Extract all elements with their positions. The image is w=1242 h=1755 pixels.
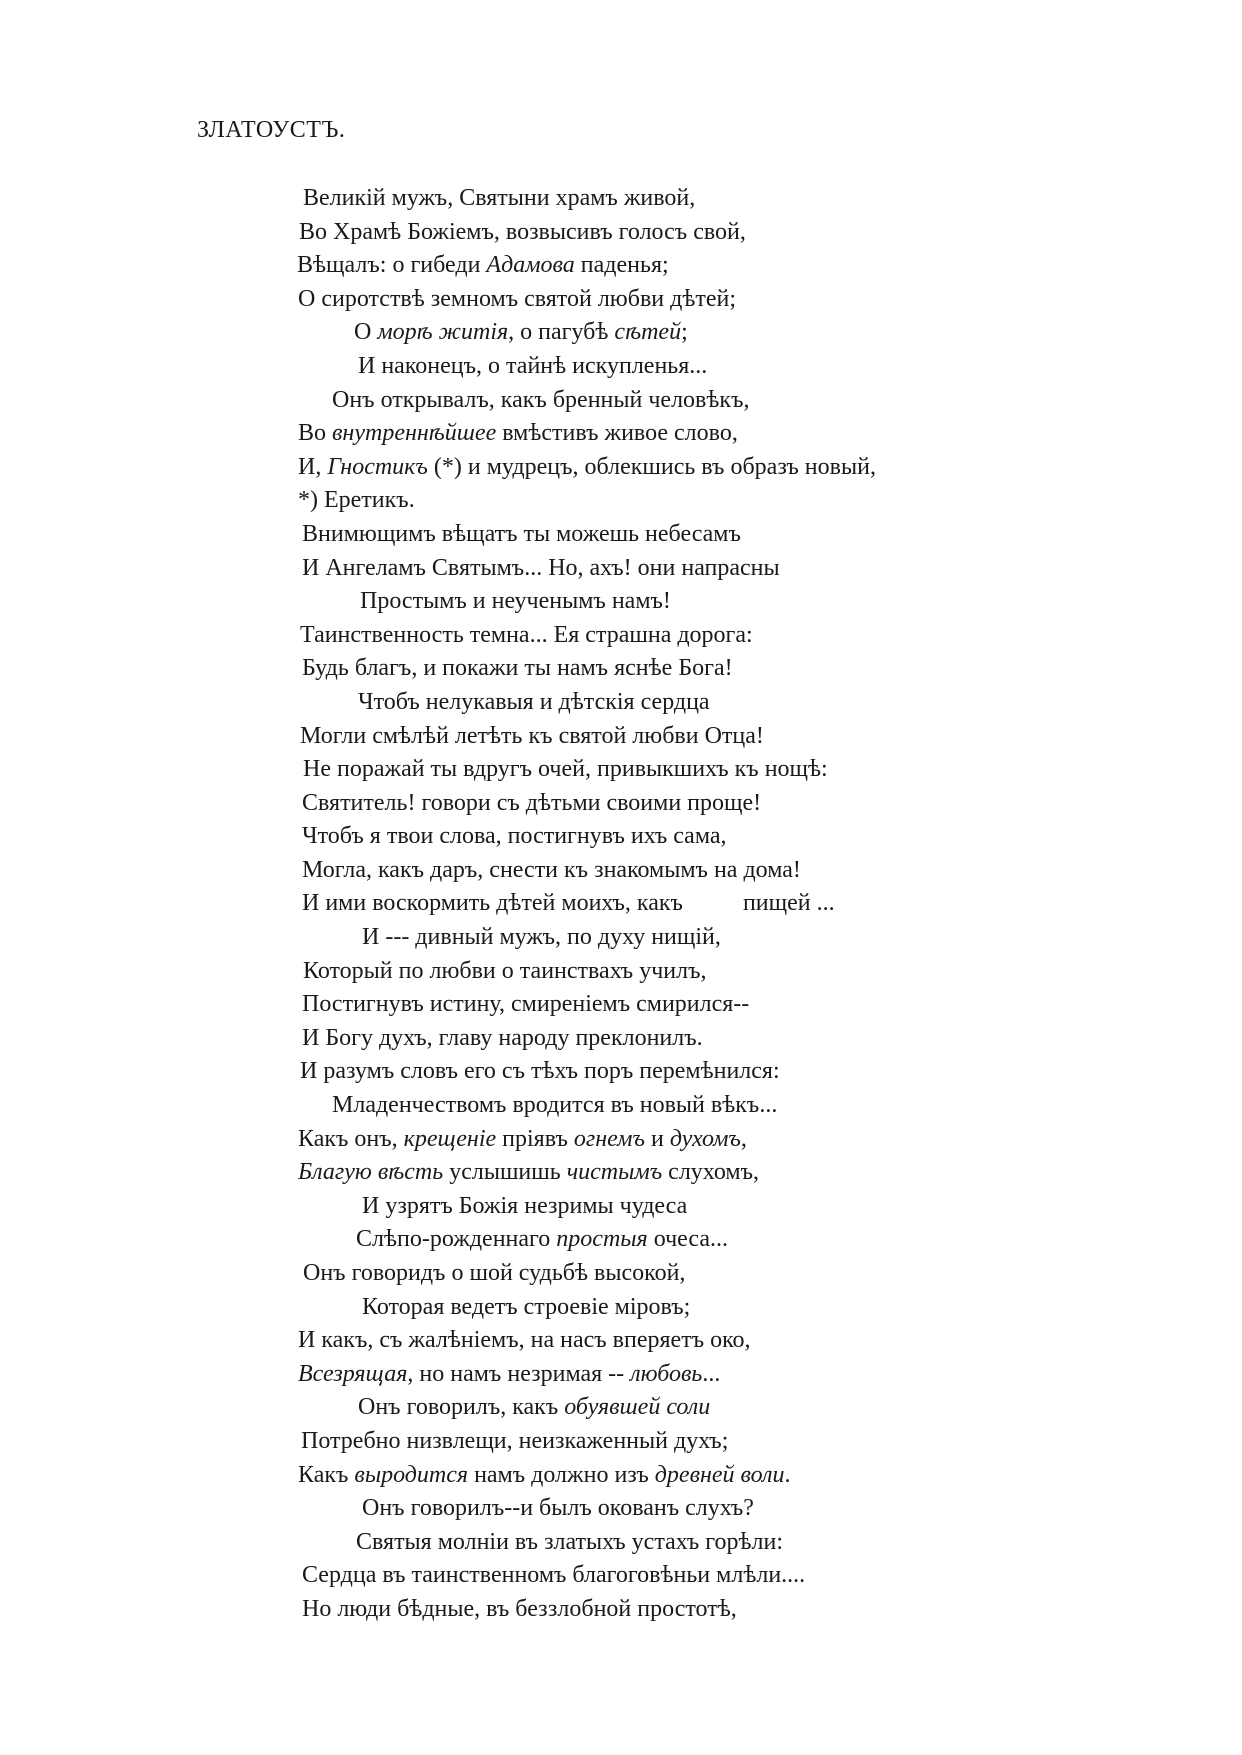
line-text: И разумъ словъ его съ тѣхъ поръ перемѣнился: [300, 1058, 780, 1085]
line-text: И ими воскормить дѣтей моихъ, какъ [302, 890, 683, 917]
line-text: Простымъ и неученымъ намъ! [360, 588, 671, 615]
line-text: Онъ говоридъ о шой судьбѣ высокой, [303, 1260, 686, 1286]
poem-line [0, 484, 1242, 518]
poem-line [0, 216, 1242, 250]
poem-line [0, 1559, 1242, 1593]
line-text: И, [298, 453, 328, 480]
line-text: Чтобъ я твои слова, постигнувъ ихъ сама, [302, 823, 727, 850]
line-text: Во Храмѣ Божiемъ, возвысивъ голосъ свой, [299, 218, 746, 245]
poem-line [0, 249, 1242, 283]
line-text: Могли смѣлѣй летѣть къ святой любви Отца! [300, 722, 764, 749]
line-text: Таинственность темна... Ея страшна дорога: [300, 621, 753, 648]
line-text: О сиротствѣ земномъ святой любви дѣтей; [298, 285, 737, 312]
poem-line [0, 753, 1242, 787]
italic-text: выродится [354, 1461, 469, 1488]
line-text: Святыя молнiи въ златыхъ устахъ горѣли: [356, 1528, 784, 1555]
line-text: услышишь [443, 1159, 567, 1186]
italic-text: морѣ житiя [377, 319, 509, 346]
line-text: Внимющимъ вѣщатъ ты можешь небесамъ [302, 520, 741, 547]
poem-line [0, 988, 1242, 1022]
line-text: пищей ... [742, 890, 835, 917]
italic-text: внутреннѣйшее [332, 420, 497, 447]
italic-text: Благую вѣсть [298, 1159, 444, 1186]
poem-line [0, 1526, 1242, 1560]
line-text: и [644, 1125, 670, 1152]
line-text: И Богу духъ, главу народу преклонилъ. [302, 1024, 703, 1051]
poem-line [0, 1022, 1242, 1056]
line-text: Младенчествомъ вродится въ новый вѣкъ... [332, 1092, 778, 1119]
poem-line [0, 417, 1242, 451]
poem-line [0, 854, 1242, 888]
italic-text: огнемъ [573, 1125, 645, 1152]
poem-line [0, 552, 1242, 586]
line-text: , но намъ незримая -- [407, 1360, 631, 1387]
line-text: Сердца въ таинственномъ благоговѣньи млѣли.... [302, 1562, 806, 1589]
line-text: прiявъ [496, 1125, 574, 1152]
poem-line [0, 921, 1242, 955]
line-text: Вѣщалъ: о гибеди [297, 252, 487, 279]
poem-line [0, 1358, 1242, 1392]
line-text: И Ангеламъ Святымъ... Но, ахъ! они напрасны [302, 554, 780, 581]
line-text: Могла, какъ даръ, снести къ знакомымъ на дома! [302, 856, 801, 883]
line-text: Но люди бѣдные, въ беззлобной простотѣ, [302, 1595, 737, 1622]
line-text: Какъ [298, 1461, 355, 1488]
poem-line [0, 1291, 1242, 1325]
line-text: Онъ говорилъ, какъ [358, 1394, 565, 1421]
poem-body [0, 182, 1242, 1627]
poem-line [0, 1089, 1242, 1123]
line-text: . [784, 1461, 791, 1488]
line-text: ... [702, 1360, 721, 1387]
line-text: Какъ онъ, [298, 1125, 404, 1152]
line-text: ; [681, 319, 688, 346]
italic-text: сѣтей [614, 319, 682, 346]
line-text: Онъ говорилъ--и былъ окованъ слухъ? [362, 1495, 754, 1522]
poem-line [0, 1156, 1242, 1190]
poem-line [0, 1055, 1242, 1089]
line-text: , о пагубѣ [508, 319, 615, 346]
line-text: намъ должно изъ [468, 1461, 655, 1488]
line-text: Будь благъ, и покажи ты намъ яснѣе Бога! [302, 655, 733, 682]
poem-line [0, 652, 1242, 686]
poem-line [0, 350, 1242, 384]
poem-line [0, 1324, 1242, 1358]
italic-text: любовь [630, 1360, 703, 1387]
line-text: И --- дивный мужъ, по духу нищiй, [362, 924, 721, 951]
line-text: *) Еретикъ. [298, 487, 415, 514]
poem-line [0, 1492, 1242, 1526]
poem-line [0, 955, 1242, 989]
poem-line [0, 887, 1242, 921]
poem-line [0, 787, 1242, 821]
poem-line [0, 820, 1242, 854]
italic-text: Гностикъ [327, 453, 428, 480]
italic-text: древней воли [654, 1461, 785, 1488]
line-text: (*) и мудрецъ, облекшись въ образъ новый, [427, 453, 876, 480]
line-text: Постигнувъ истину, смиренiемъ смирился-- [302, 991, 750, 1018]
line-text: Великiй мужъ, Святыни храмъ живой, [303, 185, 696, 211]
line-text: паденья; [574, 252, 669, 279]
italic-text: духомъ [669, 1125, 741, 1152]
poem-line [0, 1391, 1242, 1425]
poem-line [0, 1459, 1242, 1493]
poem-line [0, 1190, 1242, 1224]
line-text: И наконецъ, о тайнѣ искупленья... [358, 352, 708, 379]
poem-line [0, 1425, 1242, 1459]
poem-title: ЗЛАТОУСТЪ. [197, 117, 346, 143]
line-text: Святитель! говори съ дѣтьми своими проще! [302, 789, 762, 816]
italic-text: Адамова [486, 252, 575, 279]
line-text: Слѣпо-рожденнаго [356, 1226, 557, 1253]
poem-line [0, 720, 1242, 754]
poem-line [0, 619, 1242, 653]
line-text: Которая ведетъ строевiе мiровъ; [362, 1293, 691, 1320]
poem-line [0, 585, 1242, 619]
line-text: Во [298, 420, 333, 447]
poem-line [0, 384, 1242, 418]
italic-text: Всезрящая [298, 1360, 408, 1387]
line-text: Чтобъ нелукавыя и дѣтскiя сердца [358, 688, 710, 715]
poem-line [0, 182, 1242, 216]
italic-text: чистымъ [566, 1159, 663, 1186]
poem-line [0, 686, 1242, 720]
line-text: очеса... [647, 1226, 728, 1253]
poem-line [0, 1223, 1242, 1257]
line-text: Не поражай ты вдругъ очей, привыкшихъ къ нощѣ: [303, 756, 828, 783]
line-text: Онъ открывалъ, какъ бренный человѣкъ, [332, 386, 750, 413]
poem-line [0, 1123, 1242, 1157]
line-text: , [740, 1125, 747, 1152]
line-text: Который по любви о таинствахъ училъ, [303, 957, 707, 984]
poem-line [0, 1257, 1242, 1291]
italic-text: простыя [556, 1226, 648, 1253]
poem-line [0, 518, 1242, 552]
poem-line [0, 283, 1242, 317]
poem-line [0, 451, 1242, 485]
line-text: И узрятъ Божiя незримы чудеса [362, 1192, 688, 1219]
line-text: Потребно низвлещи, неизкаженный духъ; [301, 1427, 729, 1454]
poem-line [0, 1593, 1242, 1627]
line-text: О [354, 319, 378, 346]
italic-text: крещенiе [403, 1125, 497, 1152]
line-text: вмѣстивъ живое слово, [496, 420, 738, 447]
line-text: И какъ, съ жалѣнiемъ, на насъ вперяетъ око, [298, 1327, 751, 1354]
italic-text: обуявшей соли [564, 1394, 711, 1421]
line-text: слухомъ, [662, 1159, 760, 1186]
poem-line [0, 316, 1242, 350]
